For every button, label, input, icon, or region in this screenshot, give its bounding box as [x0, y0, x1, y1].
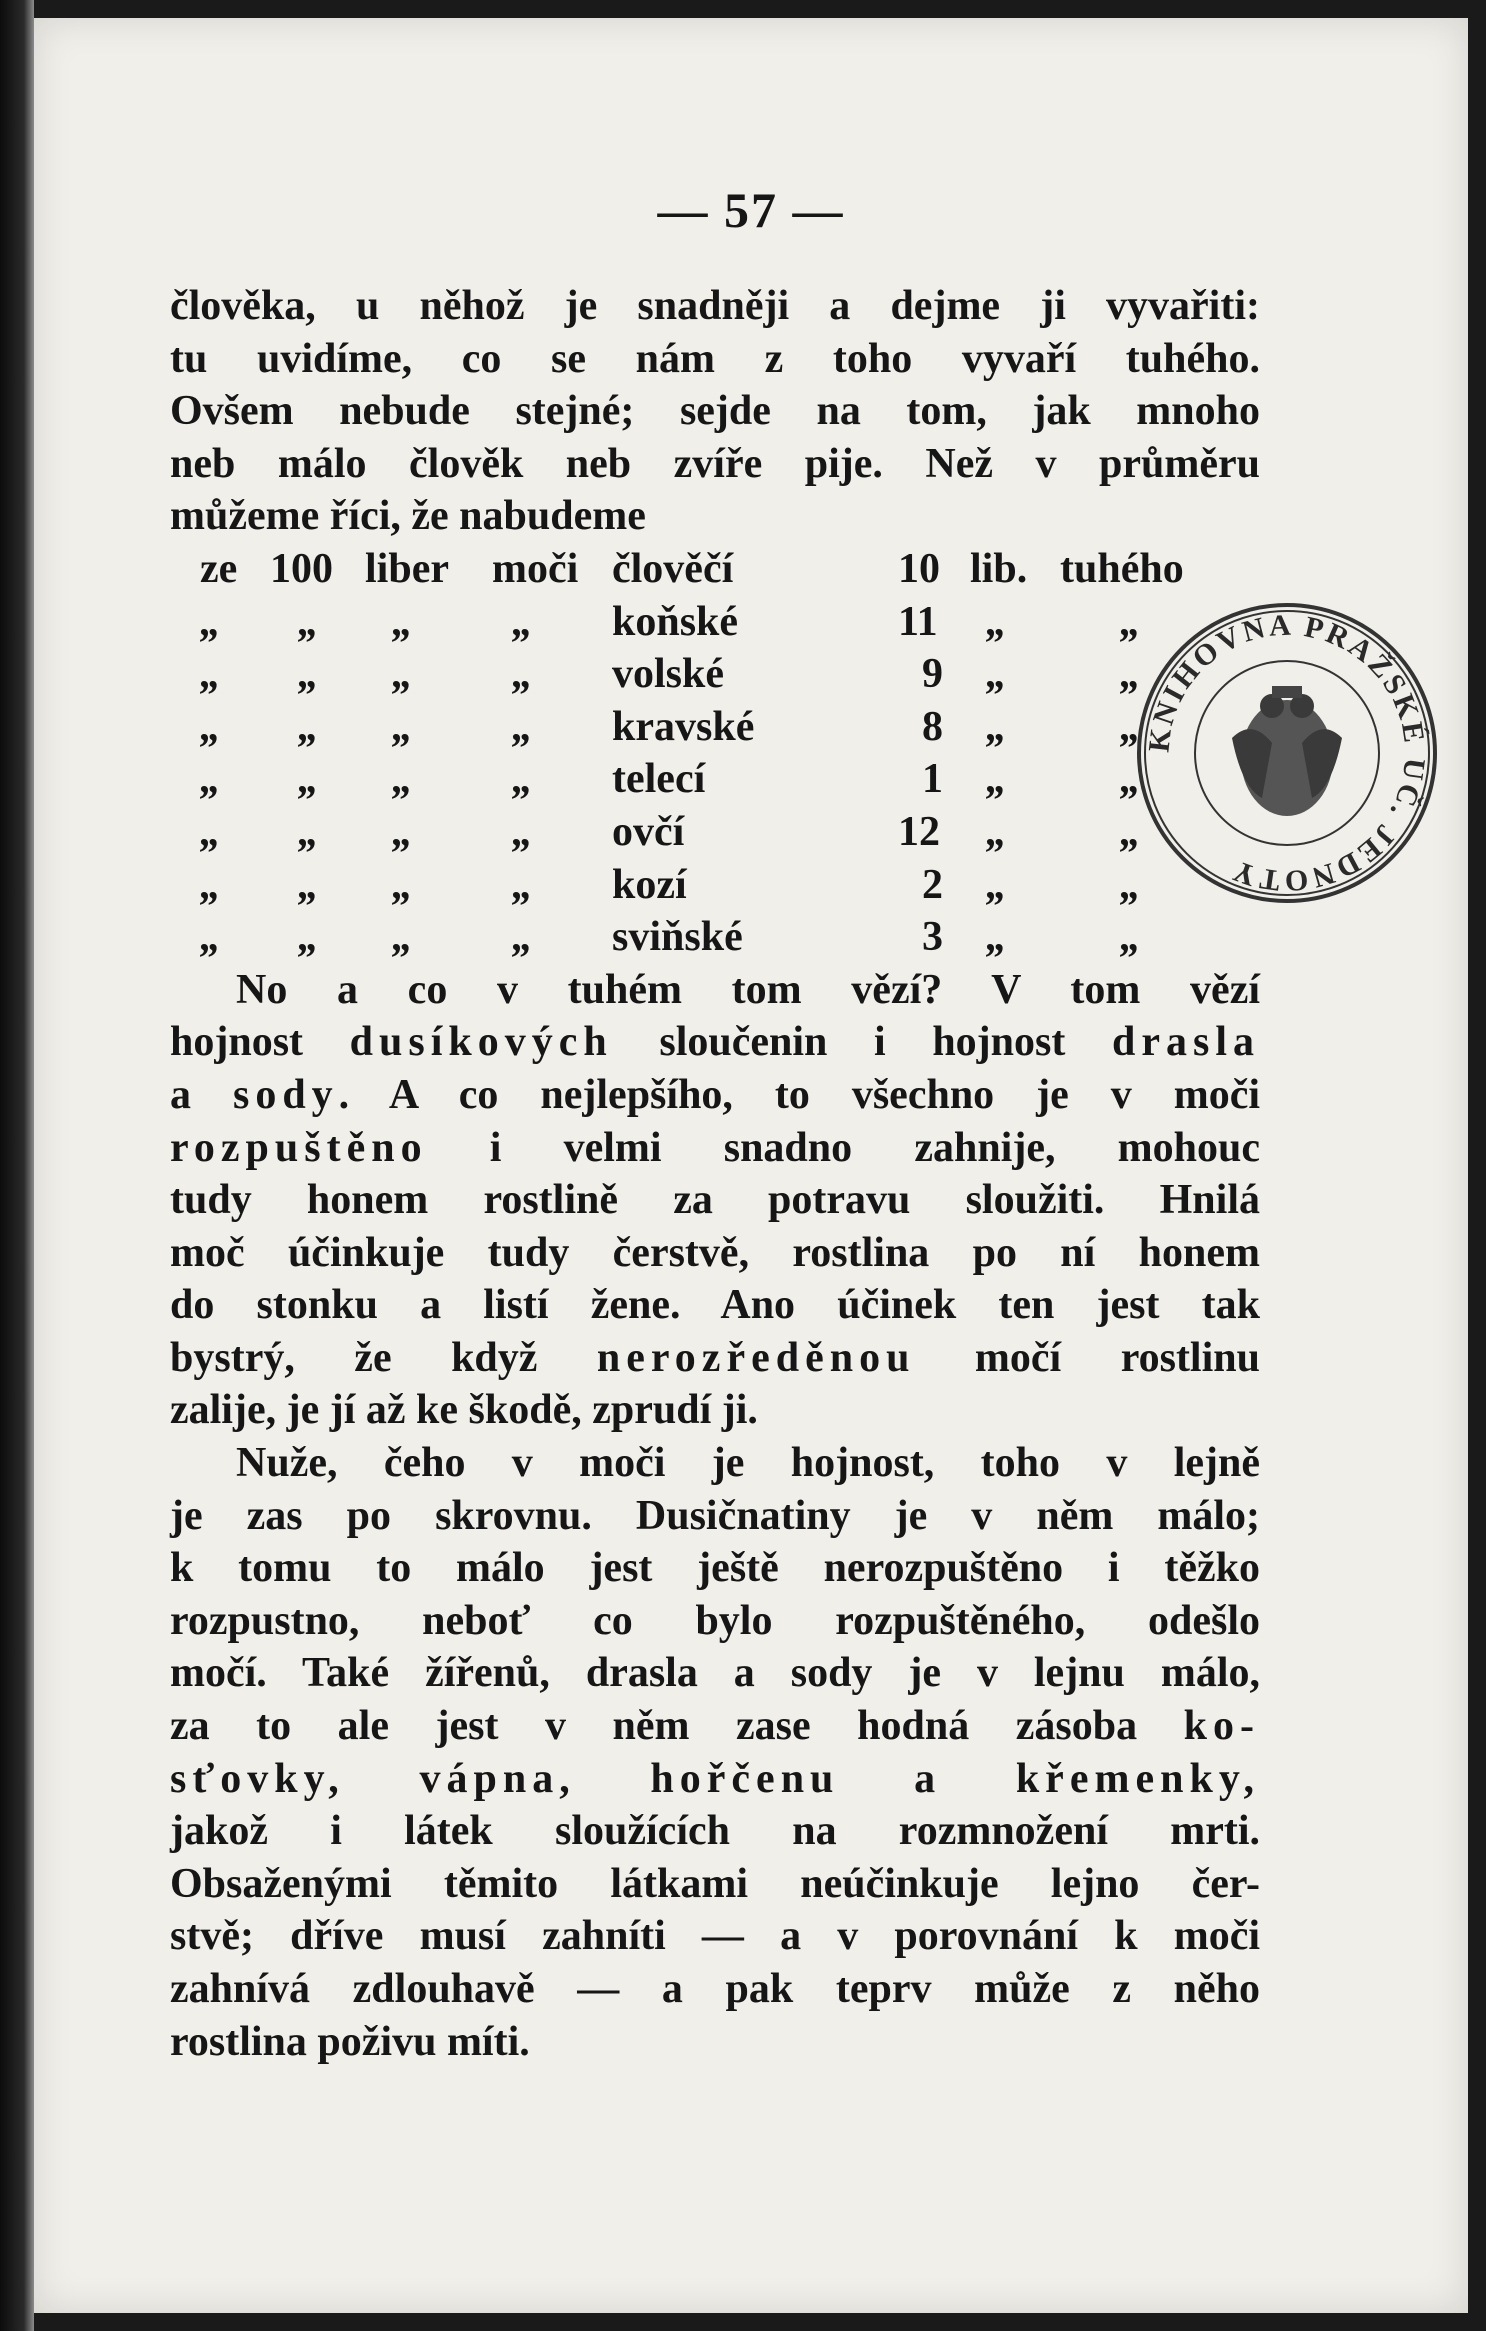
text-line: k tomu to málo jest ještě nerozpuštěno i těžko [170, 1545, 1260, 1592]
table-tuheho: tuhého [1060, 545, 1184, 592]
table-count: 100 [270, 545, 333, 592]
emphasis-text: sody [232, 1071, 339, 1118]
emphasis-text: sťovky, vápna, hořčenu a křemenky, [170, 1755, 1260, 1802]
ditto-mark: „ [298, 598, 319, 645]
ditto-mark: „ [1120, 703, 1141, 750]
table-animal: telecí [612, 756, 706, 803]
text-line: rozpuštěno i velmi snadno zahnije, mohouc [170, 1124, 1260, 1171]
text-line: zahnívá zdlouhavě — a pak teprv může z něho [170, 1966, 1260, 2012]
emphasis-text: ko- [1183, 1703, 1260, 1750]
table-animal: sviňské [612, 914, 743, 961]
ditto-mark: „ [512, 808, 533, 855]
page-number: — 57 — [657, 182, 845, 238]
table-row [170, 753, 1260, 806]
text-line: člověka, u něhož je snadněji a dejme ji vyvařiti: [170, 283, 1260, 329]
table-row [170, 859, 1260, 912]
table-value: 9 [922, 651, 943, 698]
ditto-mark: „ [392, 756, 413, 803]
text-line: No a co v tuhém tom vězí? V tom vězí [236, 966, 1260, 1013]
ditto-mark: „ [298, 808, 319, 855]
ditto-mark: „ [392, 808, 413, 855]
table-unit: lib. [970, 545, 1028, 592]
table-value: 2 [922, 861, 943, 908]
table-value: 8 [922, 703, 943, 750]
table-liber: liber [365, 545, 449, 592]
table-header-row [170, 543, 1260, 596]
table-moci: moči [492, 545, 579, 592]
text-line: a sody. A co nejlepšího, to všechno je v moči [170, 1071, 1261, 1118]
text-line: zalije, je jí až ke škodě, zprudí ji. [170, 1387, 758, 1434]
text-line: močí. Také žířenů, drasla a sody je v lejnu málo, [170, 1650, 1260, 1697]
text-line: hojnost dusíkových sloučenin i hojnost drasla [170, 1019, 1260, 1066]
table-ze: ze [200, 545, 238, 592]
text-line: je zas po skrovnu. Dusičnatiny je v něm málo; [170, 1492, 1260, 1539]
ditto-mark: „ [392, 598, 413, 645]
text-line: rostlina poživu míti. [170, 2018, 530, 2065]
ditto-mark: „ [200, 651, 221, 698]
table-animal: kozí [612, 861, 687, 908]
text-line: bystrý, že když nerozředěnou močí rostlinu [170, 1334, 1260, 1381]
ditto-mark: „ [986, 756, 1007, 803]
page-binding-edge [0, 0, 34, 2331]
text-line: můžeme říci, že nabudeme [170, 493, 646, 540]
table-animal: kravské [612, 703, 755, 750]
table-value: 10 [898, 545, 940, 592]
ditto-mark: „ [1120, 756, 1141, 803]
text-line: Ovšem nebude stejné; sejde na tom, jak mnoho [170, 388, 1260, 435]
ditto-mark: „ [298, 756, 319, 803]
ditto-mark: „ [512, 861, 533, 908]
ditto-mark: „ [512, 703, 533, 750]
ditto-mark: „ [1120, 914, 1141, 961]
ditto-mark: „ [200, 598, 221, 645]
ditto-mark: „ [200, 756, 221, 803]
ditto-mark: „ [986, 808, 1007, 855]
library-stamp [1132, 598, 1442, 908]
table-value: 3 [922, 914, 943, 961]
text-line: jakož i látek sloužících na rozmnožení mrti. [170, 1808, 1260, 1855]
ditto-mark: „ [512, 598, 533, 645]
table-value: 1 [922, 756, 943, 803]
emphasis-text: drasla [1111, 1019, 1260, 1066]
table-value: 11 [898, 598, 938, 645]
table-row [170, 648, 1260, 701]
table-row [170, 596, 1260, 649]
eagle-emblem-icon [1232, 686, 1342, 816]
table-rows [170, 596, 1260, 964]
text-line: rozpustno, neboť co bylo rozpuštěného, odešlo [170, 1597, 1260, 1644]
ditto-mark: „ [512, 914, 533, 961]
ditto-mark: „ [1120, 861, 1141, 908]
table-row [170, 911, 1260, 964]
paragraph-3 [170, 1437, 1260, 2068]
emphasis-text: rozpuštěno [170, 1124, 428, 1171]
ditto-mark: „ [298, 914, 319, 961]
emphasis-text: dusíkových [349, 1019, 613, 1066]
text-line: stvě; dříve musí zahníti — a v porovnání k moči [170, 1913, 1260, 1960]
ditto-mark: „ [392, 703, 413, 750]
text-line: neb málo člověk neb zvíře pije. Než v průměru [170, 440, 1260, 487]
ditto-mark: „ [200, 914, 221, 961]
table-row [170, 806, 1260, 859]
stamp-text: KNIHOVNA PRAŽSKÉ UČ. JEDNOTY [1142, 608, 1432, 898]
text-line [170, 1753, 1260, 1806]
ditto-mark: „ [512, 651, 533, 698]
ditto-mark: „ [298, 703, 319, 750]
ditto-mark: „ [986, 598, 1007, 645]
table-animal: člověčí [612, 545, 734, 592]
ditto-mark: „ [200, 861, 221, 908]
text-line: tu uvidíme, co se nám z toho vyvaří tuhého. [170, 335, 1260, 382]
ditto-mark: „ [1120, 808, 1141, 855]
text-line: za to ale jest v něm zase hodná zásoba ko- [170, 1703, 1260, 1750]
ditto-mark: „ [298, 651, 319, 698]
ditto-mark: „ [512, 756, 533, 803]
ditto-mark: „ [1120, 651, 1141, 698]
table-animal: koňské [612, 598, 739, 645]
text-line: tudy honem rostlině za potravu sloužiti. Hnilá [170, 1177, 1260, 1224]
page-body [170, 280, 1260, 2068]
emphasis-text: nerozředěnou [596, 1334, 916, 1381]
text-line: Nuže, čeho v moči je hojnost, toho v lejně [236, 1440, 1260, 1487]
urine-table [170, 543, 1260, 964]
text-line: Obsaženými těmito látkami neúčinkuje lejno čer- [170, 1860, 1260, 1907]
ditto-mark: „ [986, 861, 1007, 908]
ditto-mark: „ [986, 914, 1007, 961]
text-line: moč účinkuje tudy čerstvě, rostlina po ní honem [170, 1229, 1260, 1276]
ditto-mark: „ [392, 914, 413, 961]
table-value: 12 [898, 808, 940, 855]
ditto-mark: „ [298, 861, 319, 908]
paragraph-1 [170, 280, 1260, 543]
table-row [170, 701, 1260, 754]
ditto-mark: „ [986, 703, 1007, 750]
text-line: do stonku a listí žene. Ano účinek ten jest tak [170, 1282, 1260, 1329]
ditto-mark: „ [392, 861, 413, 908]
ditto-mark: „ [986, 651, 1007, 698]
ditto-mark: „ [200, 703, 221, 750]
table-animal: ovčí [612, 808, 685, 855]
ditto-mark: „ [1120, 598, 1141, 645]
ditto-mark: „ [392, 651, 413, 698]
table-animal: volské [612, 651, 725, 698]
book-page [34, 18, 1468, 2313]
ditto-mark: „ [200, 808, 221, 855]
paragraph-2 [170, 964, 1260, 1437]
